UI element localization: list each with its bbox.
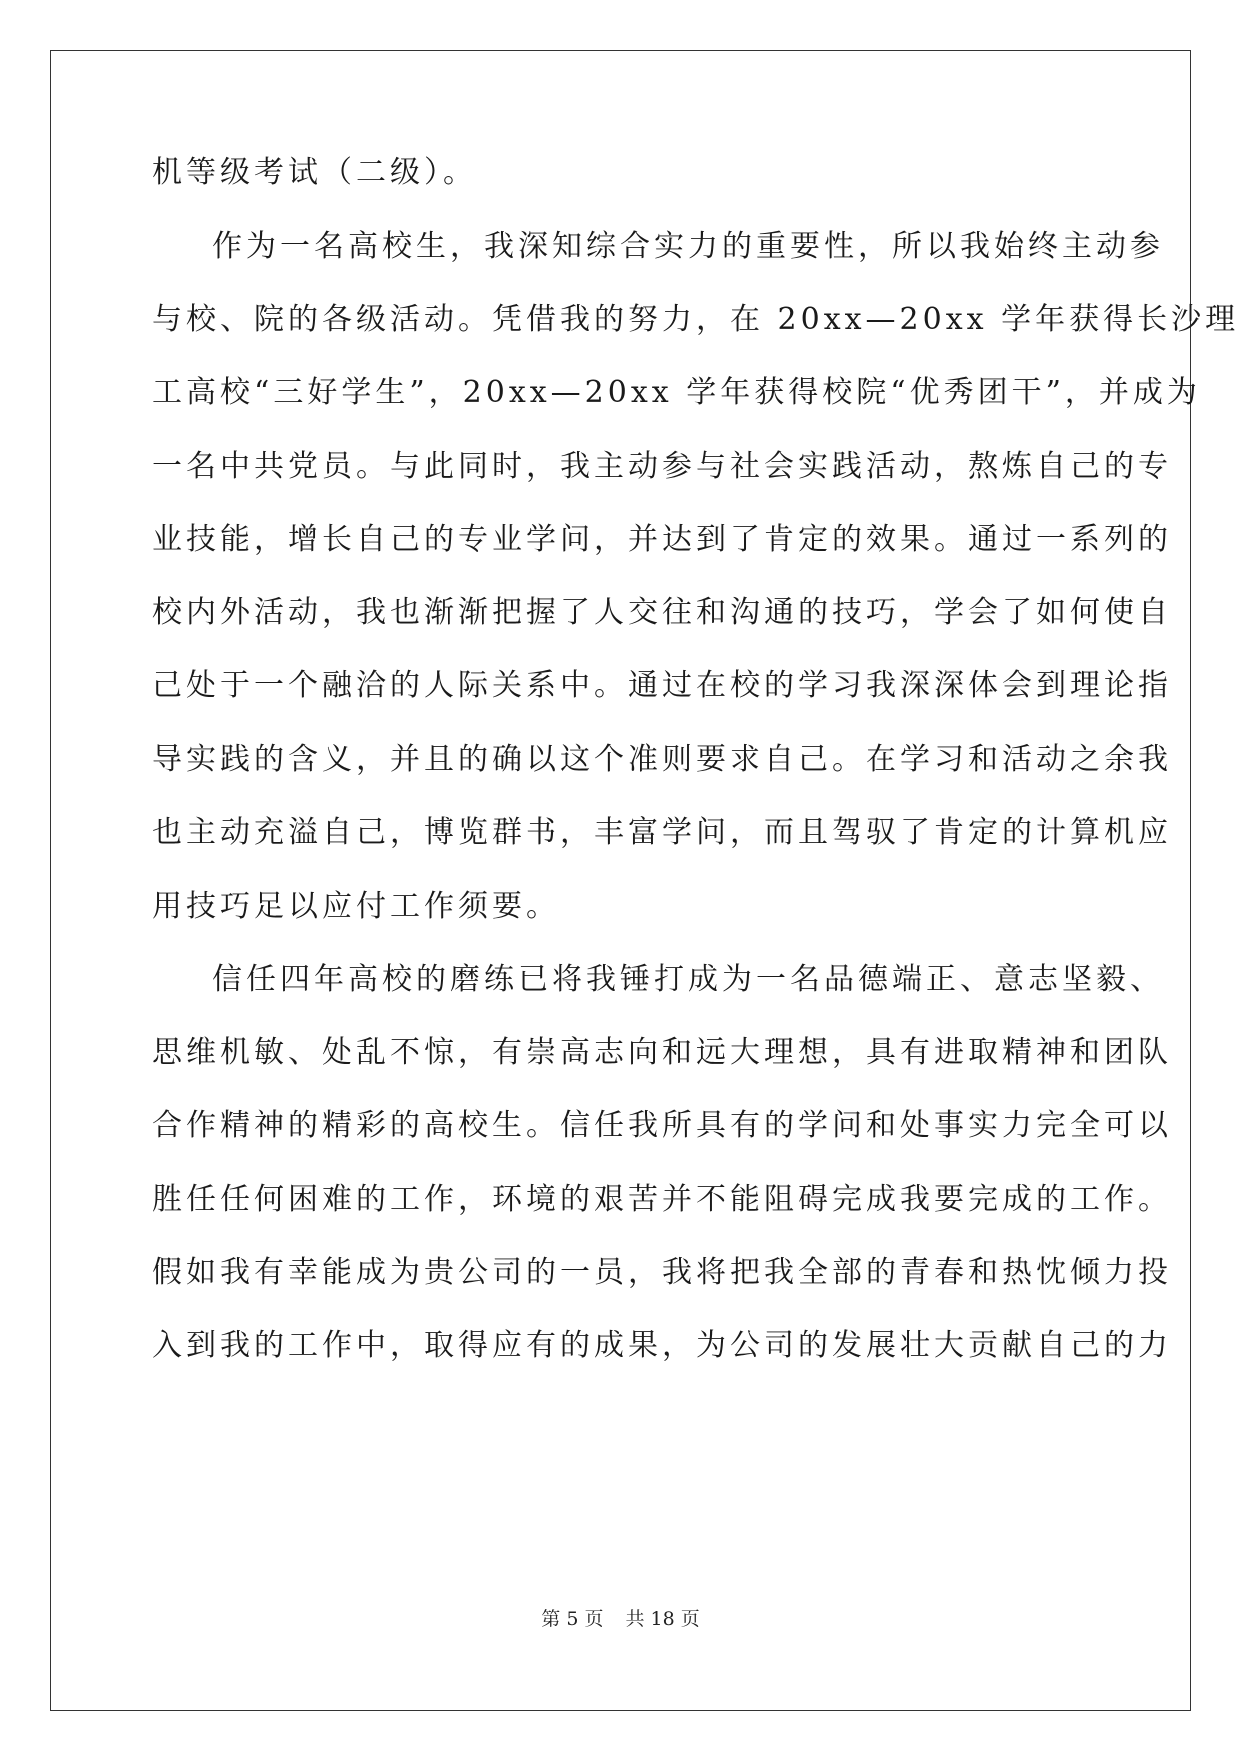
body-text-line: 入到我的工作中，取得应有的成果，为公司的发展壮大贡献自己的力 [152, 1328, 1172, 1363]
body-text-line: 合作精神的精彩的高校生。信任我所具有的学问和处事实力完全可以 [152, 1108, 1172, 1143]
body-text-line: 工高校“三好学生”，20xx—20xx 学年获得校院“优秀团干”，并成为 [152, 375, 1201, 410]
body-text-line: 也主动充溢自己，博览群书，丰富学问，而且驾驭了肯定的计算机应 [152, 815, 1172, 850]
paragraph-first-line: 作为一名高校生，我深知综合实力的重要性，所以我始终主动参 [212, 229, 1164, 264]
body-text-line: 一名中共党员。与此同时，我主动参与社会实践活动，熬炼自己的专 [152, 449, 1172, 484]
paragraph-first-line: 信任四年高校的磨练已将我锤打成为一名品德端正、意志坚毅、 [212, 962, 1164, 997]
body-text-line: 己处于一个融洽的人际关系中。通过在校的学习我深深体会到理论指 [152, 668, 1172, 703]
body-text-line: 假如我有幸能成为贵公司的一员，我将把我全部的青春和热忱倾力投 [152, 1255, 1172, 1290]
body-text-line: 业技能，增长自己的专业学问，并达到了肯定的效果。通过一系列的 [152, 522, 1172, 557]
page-footer [0, 1607, 1241, 1631]
body-text-line: 胜任任何困难的工作，环境的艰苦并不能阻碍完成我要完成的工作。 [152, 1182, 1172, 1217]
body-text-line: 机等级考试（二级）。 [152, 155, 477, 190]
body-text-line: 思维机敏、处乱不惊，有崇高志向和远大理想，具有进取精神和团队 [152, 1035, 1172, 1070]
body-text-line: 与校、院的各级活动。凭借我的努力，在 20xx—20xx 学年获得长沙理 [152, 302, 1240, 337]
body-text-line: 校内外活动，我也渐渐把握了人交往和沟通的技巧，学会了如何使自 [152, 595, 1172, 630]
body-text-line: 用技巧足以应付工作须要。 [152, 889, 560, 924]
total-pages: 共 18 页 [625, 1608, 700, 1630]
body-text-line: 导实践的含义，并且的确以这个准则要求自己。在学习和活动之余我 [152, 742, 1172, 777]
page-number: 第 5 页 [541, 1608, 604, 1630]
